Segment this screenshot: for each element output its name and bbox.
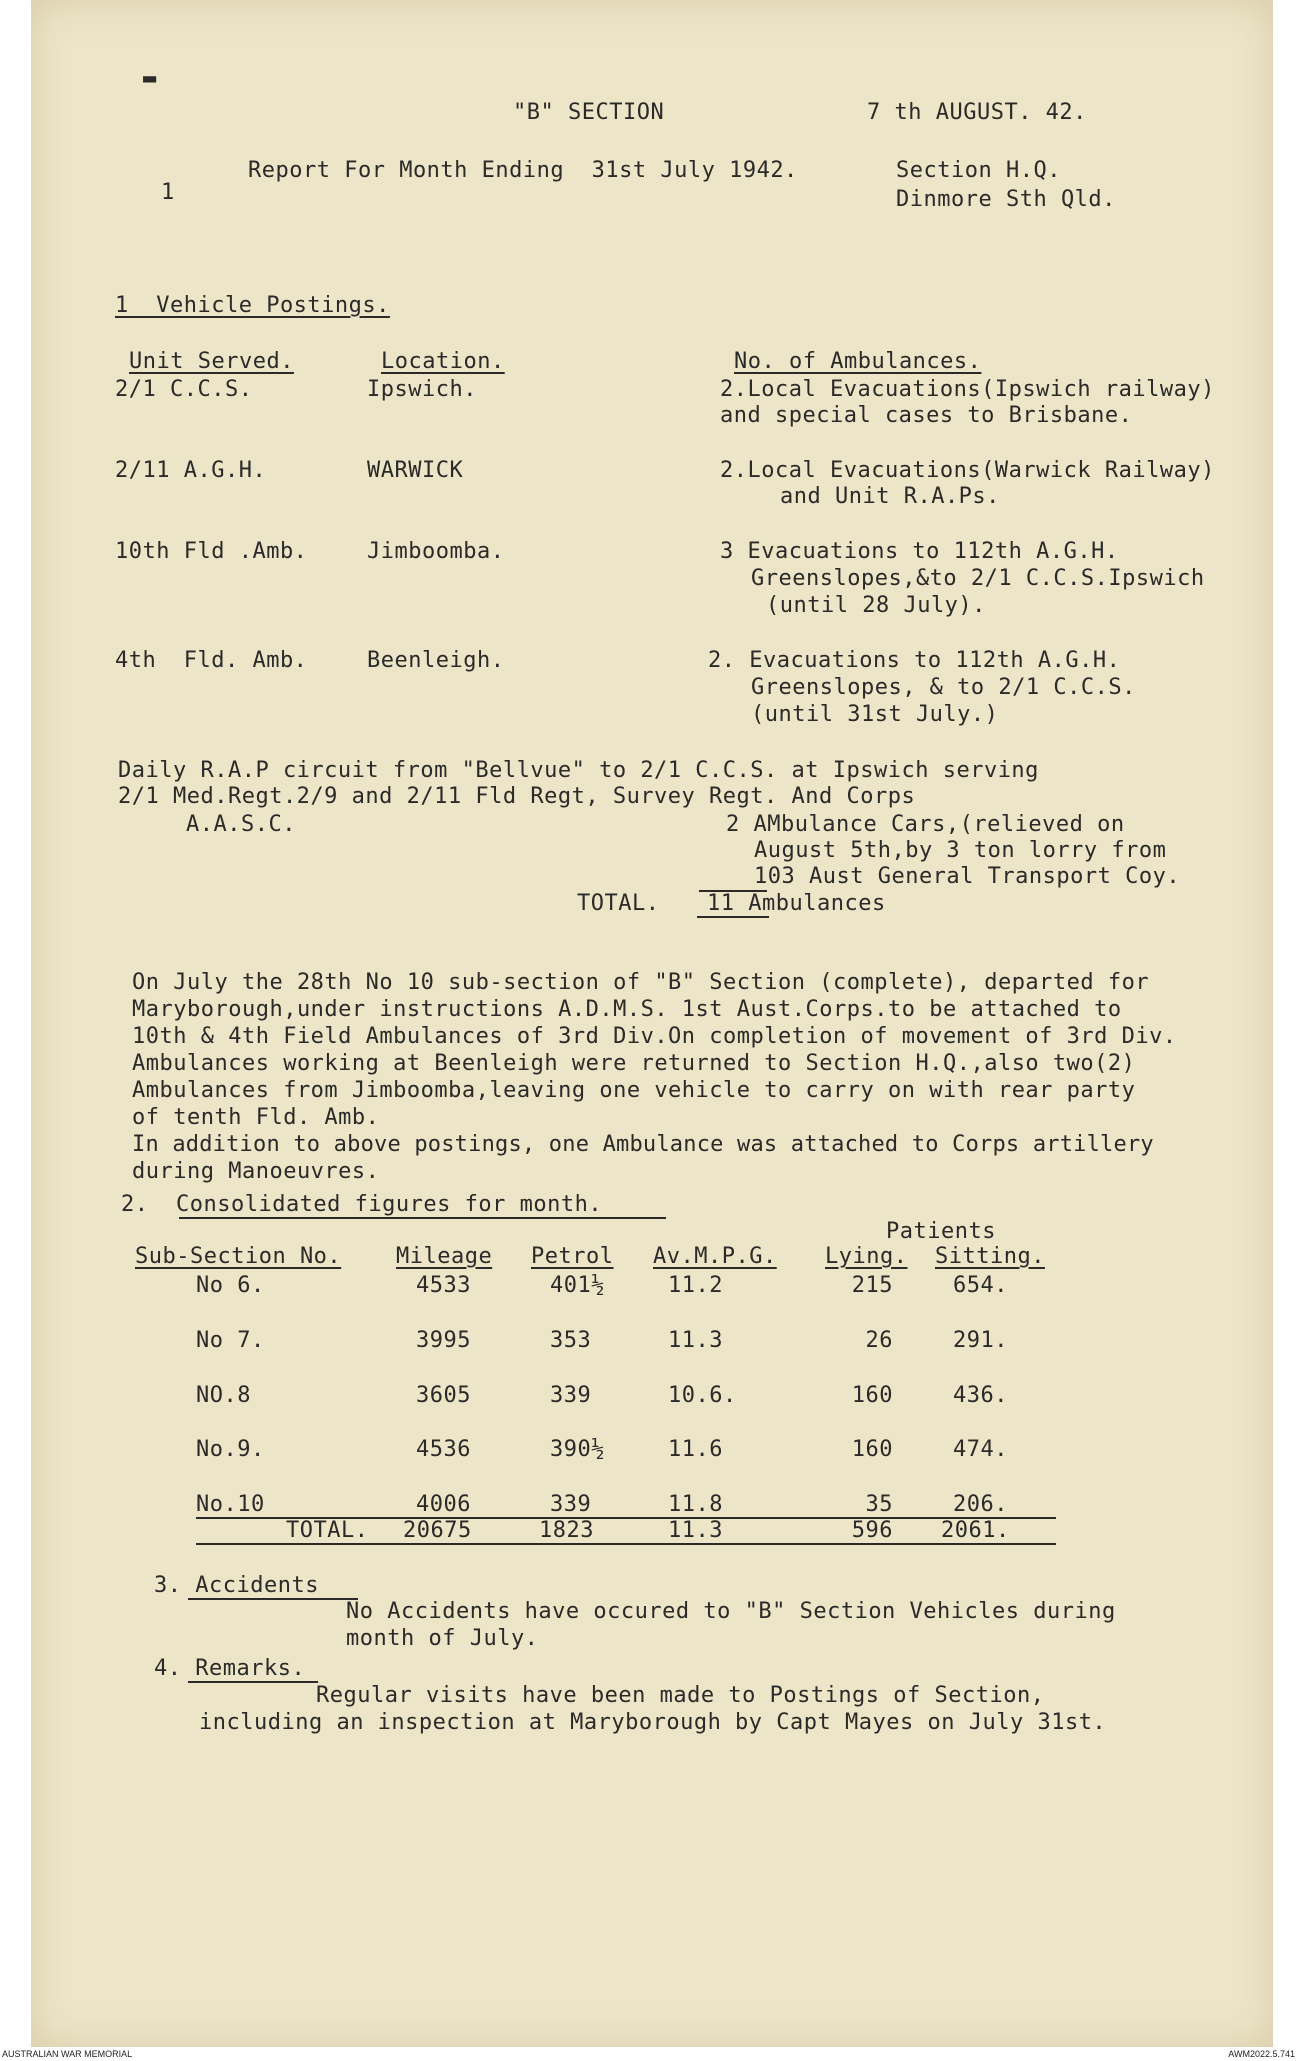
footer-reference: AWM2022.5.741 (1228, 2049, 1295, 2059)
table-cell-mpg: 10.6. (668, 1383, 737, 1408)
table-cell-mpg: 11.8 (668, 1492, 723, 1517)
table-cell-petrol: 339 (550, 1383, 592, 1408)
daily-circuit-line: Daily R.A.P circuit from "Bellvue" to 2/1 C.C.S. at Ipswich serving (118, 758, 1039, 783)
ambulance-total-label: TOTAL. (577, 891, 660, 916)
total-underline (697, 916, 769, 918)
remarks-text: including an inspection at Maryborough by Capt Mayes on July 31st. (199, 1710, 1107, 1735)
table-cell-sitting: 291. (953, 1328, 1008, 1353)
handwritten-numeral: 1 (161, 180, 175, 205)
report-paragraph-line: Maryborough,under instructions A.D.M.S. 1st Aust.Corps.to be attached to (132, 997, 1122, 1022)
table-cell-sitting: 436. (953, 1383, 1008, 1408)
table-cell-mileage: 4536 (416, 1437, 471, 1462)
accidents-text: month of July. (346, 1626, 539, 1651)
section-heading: "B" SECTION (513, 100, 665, 125)
table-cell-no: NO.8 (196, 1383, 251, 1408)
remarks-text: Regular visits have been made to Postings of Section, (316, 1683, 1045, 1708)
posting-detail: 2. Evacuations to 112th A.G.H. (708, 648, 1121, 673)
table-cell-no: No.10 (196, 1492, 265, 1517)
table-total-mpg: 11.3 (668, 1518, 723, 1543)
posting-unit: 4th Fld. Amb. (115, 648, 308, 673)
report-paragraph-line: On July the 28th No 10 sub-section of "B" Section (complete), departed for (132, 970, 1150, 995)
posting-detail: Greenslopes,&to 2/1 C.C.S.Ipswich (751, 566, 1205, 591)
table-cell-petrol: 353 (550, 1328, 592, 1353)
table-cell-lying: 160 (851, 1383, 893, 1408)
col-unit-served: Unit Served. (129, 349, 294, 374)
title-underline (179, 1217, 666, 1219)
ambulance-cars-line: 2 AMbulance Cars,(relieved on (726, 812, 1125, 837)
daily-circuit-line: 2/1 Med.Regt.2/9 and 2/11 Fld Regt, Survey Regt. And Corps (118, 784, 916, 809)
table-total-lying: 596 (851, 1518, 893, 1543)
ambulance-total-value: 11 Ambulances (707, 891, 886, 916)
table-total-sitting: 2061. (941, 1518, 1010, 1543)
table-cell-petrol: 401½ (550, 1273, 605, 1298)
table-total-mileage: 20675 (403, 1518, 472, 1543)
posting-detail: (until 31st July.) (751, 702, 999, 727)
report-paragraph-line: 10th & 4th Field Ambulances of 3rd Div.On completion of movement of 3rd Div. (132, 1024, 1177, 1049)
footer-archive-name: AUSTRALIAN WAR MEMORIAL (2, 2049, 133, 2059)
accidents-text: No Accidents have occured to "B" Section Vehicles during (346, 1599, 1116, 1624)
posting-location: Ipswich. (367, 377, 477, 402)
ambulance-cars-line: August 5th,by 3 ton lorry from (754, 838, 1167, 863)
col-mileage: Mileage (396, 1244, 493, 1269)
table-cell-petrol: 339 (550, 1492, 592, 1517)
table-total-label: TOTAL. (286, 1518, 369, 1543)
accidents-title: 3. Accidents (154, 1573, 319, 1598)
posting-unit: 2/1 C.C.S. (115, 377, 253, 402)
archive-footer (0, 2047, 1297, 2061)
table-cell-petrol: 390½ (550, 1437, 605, 1462)
col-subsection: Sub-Section No. (135, 1244, 342, 1269)
table-cell-mpg: 11.3 (668, 1328, 723, 1353)
accidents-underline (188, 1598, 358, 1600)
col-mpg: Av.M.P.G. (653, 1244, 777, 1269)
table-cell-lying: 160 (851, 1437, 893, 1462)
table-cell-lying: 35 (865, 1492, 893, 1517)
col-location: Location. (381, 349, 505, 374)
table-cell-mpg: 11.6 (668, 1437, 723, 1462)
posting-detail: (until 28 July). (766, 593, 986, 618)
report-paragraph-line: of tenth Fld. Amb. (132, 1105, 380, 1130)
col-lying: Lying. (825, 1244, 908, 1269)
table-cell-mileage: 3995 (416, 1328, 471, 1353)
table-cell-mpg: 11.2 (668, 1273, 723, 1298)
report-paragraph-line: In addition to above postings, one Ambulance was attached to Corps artillery (132, 1132, 1154, 1157)
posting-detail: 3 Evacuations to 112th A.G.H. (720, 539, 1119, 564)
report-paragraph-line: during Manoeuvres. (132, 1159, 380, 1184)
posting-detail: 2.Local Evacuations(Ipswich railway) (720, 377, 1215, 402)
table-cell-sitting: 654. (953, 1273, 1008, 1298)
report-paragraph-line: Ambulances from Jimboomba,leaving one vehicle to carry on with rear party (132, 1078, 1136, 1103)
patients-header: Patients (886, 1219, 996, 1244)
table-bottom-rule (196, 1543, 1056, 1545)
posting-detail: and special cases to Brisbane. (720, 403, 1133, 428)
report-date: 7 th AUGUST. 42. (867, 100, 1087, 125)
document-page (31, 0, 1273, 2047)
table-cell-mileage: 4006 (416, 1492, 471, 1517)
posting-detail: Greenslopes, & to 2/1 C.C.S. (751, 675, 1136, 700)
report-title: Report For Month Ending 31st July 1942. (248, 158, 798, 183)
table-cell-mileage: 4533 (416, 1273, 471, 1298)
table-cell-no: No.9. (196, 1437, 265, 1462)
ambulance-cars-line: 103 Aust General Transport Coy. (754, 864, 1181, 889)
col-petrol: Petrol (531, 1244, 614, 1269)
daily-circuit-line: A.A.S.C. (186, 812, 296, 837)
posting-detail: 2.Local Evacuations(Warwick Railway) (720, 458, 1215, 483)
table-cell-sitting: 206. (953, 1492, 1008, 1517)
table-total-petrol: 1823 (539, 1518, 594, 1543)
col-sitting: Sitting. (935, 1244, 1045, 1269)
col-ambulances: No. of Ambulances. (734, 349, 982, 374)
posting-unit: 2/11 A.G.H. (115, 458, 267, 483)
table-cell-no: No 7. (196, 1328, 265, 1353)
hq-line-1: Section H.Q. (896, 158, 1061, 183)
report-paragraph-line: Ambulances working at Beenleigh were returned to Section H.Q.,also two(2) (132, 1051, 1136, 1076)
posting-location: Jimboomba. (367, 539, 505, 564)
table-cell-lying: 215 (851, 1273, 893, 1298)
remarks-title: 4. Remarks. (154, 1656, 306, 1681)
posting-detail: and Unit R.A.Ps. (780, 484, 1000, 509)
hq-line-2: Dinmore Sth Qld. (896, 187, 1116, 212)
table-cell-no: No 6. (196, 1273, 265, 1298)
posting-location: Beenleigh. (367, 648, 505, 673)
posting-unit: 10th Fld .Amb. (115, 539, 308, 564)
table-cell-lying: 26 (865, 1328, 893, 1353)
vehicle-postings-title: 1 Vehicle Postings. (115, 293, 390, 318)
remarks-underline (188, 1681, 318, 1683)
handwritten-mark: ▬ (143, 66, 157, 91)
posting-location: WARWICK (367, 458, 464, 483)
table-cell-mileage: 3605 (416, 1383, 471, 1408)
consolidated-figures-title: 2. Consolidated figures for month. (121, 1192, 603, 1217)
table-cell-sitting: 474. (953, 1437, 1008, 1462)
